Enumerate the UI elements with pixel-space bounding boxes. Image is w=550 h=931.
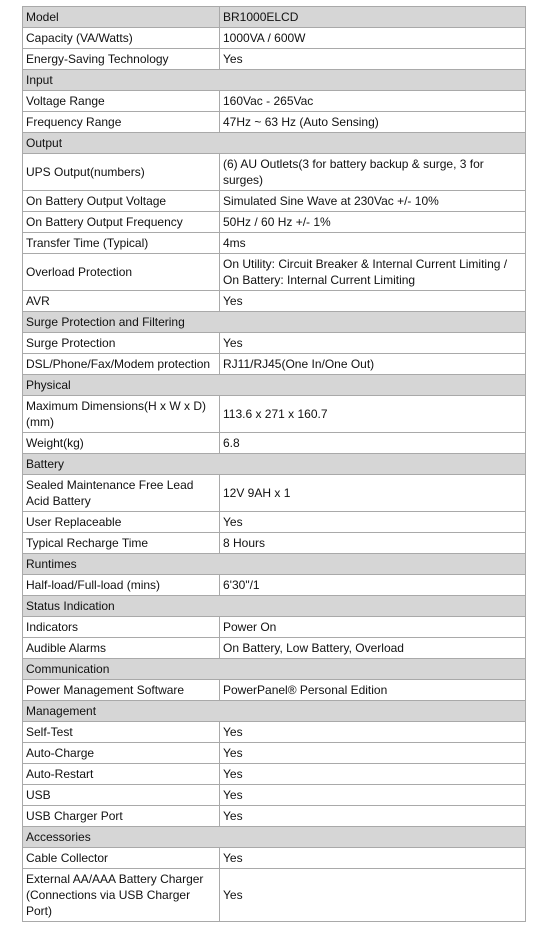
spec-value: PowerPanel® Personal Edition [220,680,526,701]
spec-row [23,333,526,354]
section-title: Runtimes [23,554,526,575]
spec-label: UPS Output(numbers) [23,154,220,191]
spec-label: Audible Alarms [23,638,220,659]
spec-value: 47Hz ~ 63 Hz (Auto Sensing) [220,112,526,133]
spec-label: Auto-Charge [23,743,220,764]
section-title: Output [23,133,526,154]
spec-label: Indicators [23,617,220,638]
spec-value: On Battery, Low Battery, Overload [220,638,526,659]
spec-value: Power On [220,617,526,638]
spec-row [23,533,526,554]
spec-row [23,254,526,291]
spec-label: On Battery Output Frequency [23,212,220,233]
spec-label: AVR [23,291,220,312]
section-header-row [23,133,526,154]
spec-label: USB [23,785,220,806]
spec-label: Power Management Software [23,680,220,701]
section-title: Physical [23,375,526,396]
spec-label: Cable Collector [23,848,220,869]
spec-row [23,28,526,49]
spec-value: 6.8 [220,433,526,454]
section-header-row [23,312,526,333]
spec-value: Yes [220,512,526,533]
spec-label: Capacity (VA/Watts) [23,28,220,49]
spec-value: Yes [220,785,526,806]
spec-value: 6'30"/1 [220,575,526,596]
spec-label: Transfer Time (Typical) [23,233,220,254]
spec-value: Yes [220,291,526,312]
spec-row [23,291,526,312]
spec-label: External AA/AAA Battery Charger (Connections via USB Charger Port) [23,869,220,922]
spec-value: Simulated Sine Wave at 230Vac +/- 10% [220,191,526,212]
spec-value: Yes [220,743,526,764]
spec-value: Yes [220,806,526,827]
spec-label: Frequency Range [23,112,220,133]
spec-table [22,6,526,922]
section-title: Communication [23,659,526,680]
spec-label: On Battery Output Voltage [23,191,220,212]
spec-value: On Utility: Circuit Breaker & Internal Current Limiting / On Battery: Internal Current Limiting [220,254,526,291]
spec-label: USB Charger Port [23,806,220,827]
section-title: Input [23,70,526,91]
spec-row [23,722,526,743]
section-title: Management [23,701,526,722]
spec-row [23,112,526,133]
spec-value: Yes [220,722,526,743]
spec-value: Yes [220,764,526,785]
spec-label: Voltage Range [23,91,220,112]
model-label: Model [23,7,220,28]
spec-row [23,212,526,233]
spec-row [23,49,526,70]
spec-value: 8 Hours [220,533,526,554]
spec-row [23,91,526,112]
spec-value: 50Hz / 60 Hz +/- 1% [220,212,526,233]
spec-row [23,433,526,454]
spec-value: Yes [220,848,526,869]
spec-label: Half-load/Full-load (mins) [23,575,220,596]
section-title: Accessories [23,827,526,848]
section-header-row [23,596,526,617]
spec-value: RJ11/RJ45(One In/One Out) [220,354,526,375]
spec-value: 1000VA / 600W [220,28,526,49]
spec-value: 4ms [220,233,526,254]
spec-label: Weight(kg) [23,433,220,454]
spec-value: (6) AU Outlets(3 for battery backup & surge, 3 for surges) [220,154,526,191]
model-header-row [23,7,526,28]
spec-row [23,617,526,638]
spec-label: DSL/Phone/Fax/Modem protection [23,354,220,375]
spec-label: Sealed Maintenance Free Lead Acid Battery [23,475,220,512]
section-title: Surge Protection and Filtering [23,312,526,333]
section-header-row [23,70,526,91]
spec-table-body [23,7,526,922]
section-header-row [23,701,526,722]
spec-row [23,806,526,827]
spec-row [23,233,526,254]
section-header-row [23,554,526,575]
spec-label: Surge Protection [23,333,220,354]
spec-row [23,869,526,922]
spec-row [23,512,526,533]
section-header-row [23,827,526,848]
spec-label: Typical Recharge Time [23,533,220,554]
spec-row [23,743,526,764]
spec-row [23,354,526,375]
spec-row [23,154,526,191]
spec-label: Self-Test [23,722,220,743]
section-title: Battery [23,454,526,475]
model-value: BR1000ELCD [220,7,526,28]
spec-value: Yes [220,49,526,70]
spec-label: Energy-Saving Technology [23,49,220,70]
spec-label: Overload Protection [23,254,220,291]
spec-row [23,785,526,806]
spec-row [23,680,526,701]
section-header-row [23,454,526,475]
spec-value: 12V 9AH x 1 [220,475,526,512]
spec-row [23,191,526,212]
spec-value: Yes [220,333,526,354]
spec-label: Auto-Restart [23,764,220,785]
spec-value: 160Vac - 265Vac [220,91,526,112]
spec-row [23,848,526,869]
spec-label: User Replaceable [23,512,220,533]
section-header-row [23,659,526,680]
section-title: Status Indication [23,596,526,617]
spec-value: 113.6 x 271 x 160.7 [220,396,526,433]
spec-row [23,764,526,785]
spec-row [23,475,526,512]
spec-row [23,638,526,659]
section-header-row [23,375,526,396]
spec-row [23,396,526,433]
spec-row [23,575,526,596]
spec-label: Maximum Dimensions(H x W x D) (mm) [23,396,220,433]
spec-value: Yes [220,869,526,922]
